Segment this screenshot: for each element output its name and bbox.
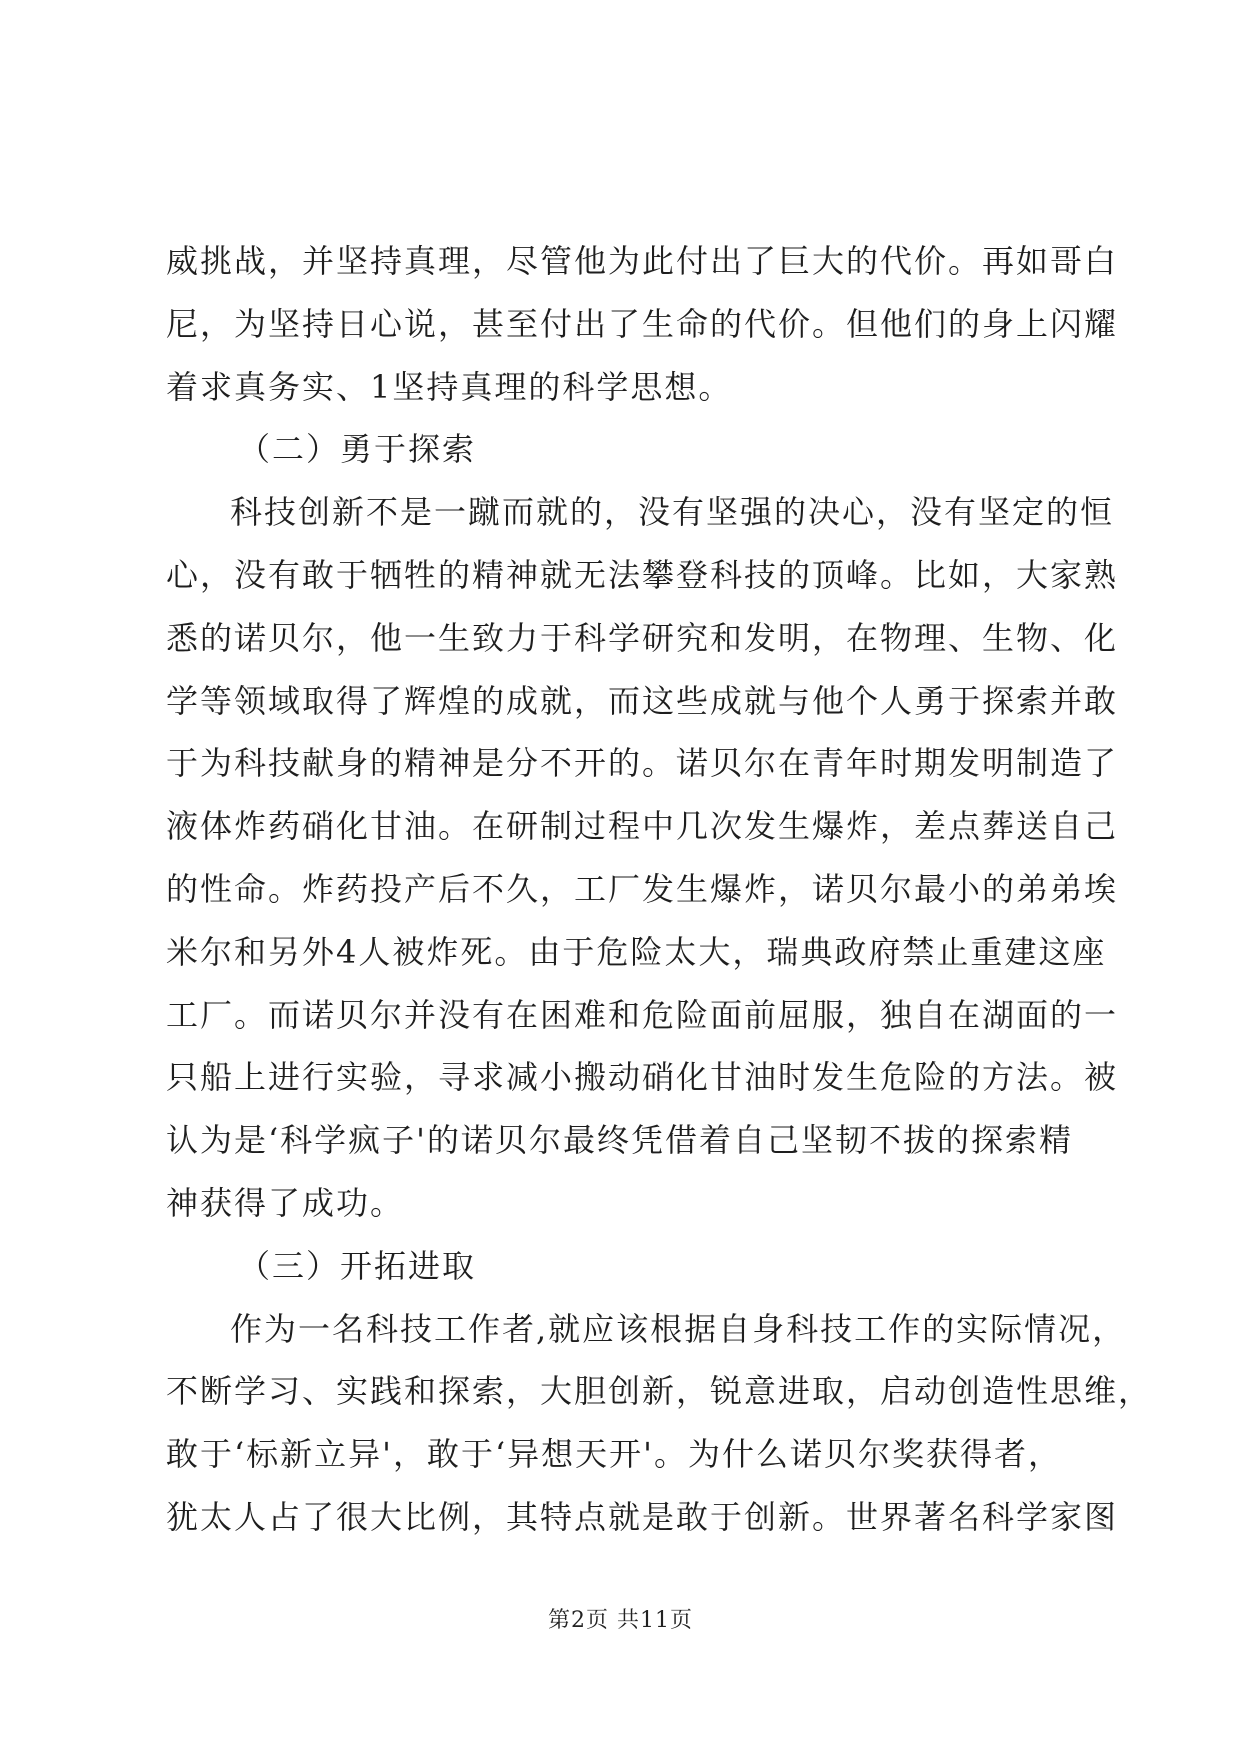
text-line: 敢于‘标新立异'，敢于‘异想天开'。为什么诺贝尔奖获得者， [166,1435,1062,1474]
section-heading: （二）勇于探索 [238,430,477,469]
text-line: 尼，为坚持日心说，甚至付出了生命的代价。但他们的身上闪耀 [166,304,1119,343]
paragraph-first-line: 作为一名科技工作者,就应该根据自身科技工作的实际情况， [230,1309,1127,1348]
text-line: 液体炸药硝化甘油。在研制过程中几次发生爆炸，差点葬送自己 [166,807,1119,846]
text-line: 着求真务实、1坚持真理的科学思想。 [166,367,733,406]
text-line: 犹太人占了很大比例，其特点就是敢于创新。世界著名科学家图 [166,1497,1119,1536]
text-line: 于为科技献身的精神是分不开的。诺贝尔在青年时期发明制造了 [166,744,1119,783]
text-line: 心，没有敢于牺牲的精神就无法攀登科技的顶峰。比如，大家熟 [166,555,1119,594]
text-line: 不断学习、实践和探索，大胆创新，锐意进取，启动创造性思维， [166,1372,1153,1411]
section-heading: （三）开拓进取 [238,1246,477,1285]
document-body [166,230,1153,1549]
paragraph-first-line: 科技创新不是一蹴而就的，没有坚强的决心，没有坚定的恒 [230,493,1115,532]
text-line: 威挑战，并坚持真理，尽管他为此付出了巨大的代价。再如哥白 [166,242,1119,280]
page-number-footer: 第2页 共11页 [548,1608,693,1633]
text-line: 学等领域取得了辉煌的成就，而这些成就与他个人勇于探索并敢 [166,681,1119,720]
text-line: 只船上进行实验，寻求减小搬动硝化甘油时发生危险的方法。被 [166,1058,1119,1097]
text-line: 神获得了成功。 [166,1183,405,1222]
text-line: 悉的诺贝尔，他一生致力于科学研究和发明，在物理、生物、化 [166,618,1119,657]
text-line: 工厂。而诺贝尔并没有在困难和危险面前屈服，独自在湖面的一 [166,995,1119,1034]
text-line: 认为是‘科学疯子'的诺贝尔最终凭借着自己坚韧不拔的探索精 [166,1121,1073,1160]
text-line: 的性命。炸药投产后不久，工厂发生爆炸，诺贝尔最小的弟弟埃 [166,869,1119,908]
text-line: 米尔和另外4人被炸死。由于危险太大，瑞典政府禁止重建这座 [166,932,1107,971]
